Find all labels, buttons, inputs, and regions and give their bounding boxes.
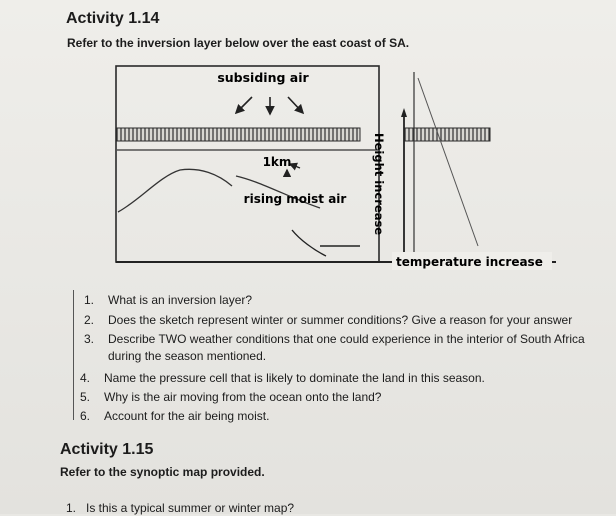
question-3: 3. Describe TWO weather conditions that one could experience in the interior of South Africa during the season mentioned. <box>84 332 585 363</box>
question-5: 5. Why is the air moving from the ocean onto the land? <box>80 390 382 404</box>
height-increase-label: Height increase <box>372 133 386 236</box>
profile-inversion-band <box>405 128 490 141</box>
activity-1-15-intro: Refer to the synoptic map provided. <box>60 465 265 479</box>
question-6: 6. Account for the air being moist. <box>80 409 270 423</box>
question-4: 4. Name the pressure cell that is likely to dominate the land in this season. <box>80 371 485 385</box>
diagram-frame <box>116 66 379 262</box>
km-label: 1km <box>262 155 292 169</box>
rising-moist-air-label: rising moist air <box>243 192 347 206</box>
activity-1-14-intro: Refer to the inversion layer below over the east coast of SA. <box>67 36 410 50</box>
activity-1-14-title: Activity 1.14 <box>66 10 160 27</box>
activity-1-15-title: Activity 1.15 <box>60 441 154 458</box>
subsiding-arrows <box>236 97 303 114</box>
question-2: 2. Does the sketch represent winter or summer conditions? Give a reason for your answer <box>84 313 573 327</box>
temperature-increase-label: temperature increase <box>396 255 543 269</box>
escarpment-line <box>118 169 232 212</box>
subsiding-air-label: subsiding air <box>217 70 309 85</box>
activity-1-15-question-1: 1. Is this a typical summer or winter map? <box>66 501 295 515</box>
margin-line <box>73 290 74 420</box>
inversion-layer-band <box>117 128 360 141</box>
question-1: 1. What is an inversion layer? <box>84 293 253 307</box>
profile-line-diagonal <box>418 78 478 246</box>
rising-air-arrows <box>287 164 360 256</box>
